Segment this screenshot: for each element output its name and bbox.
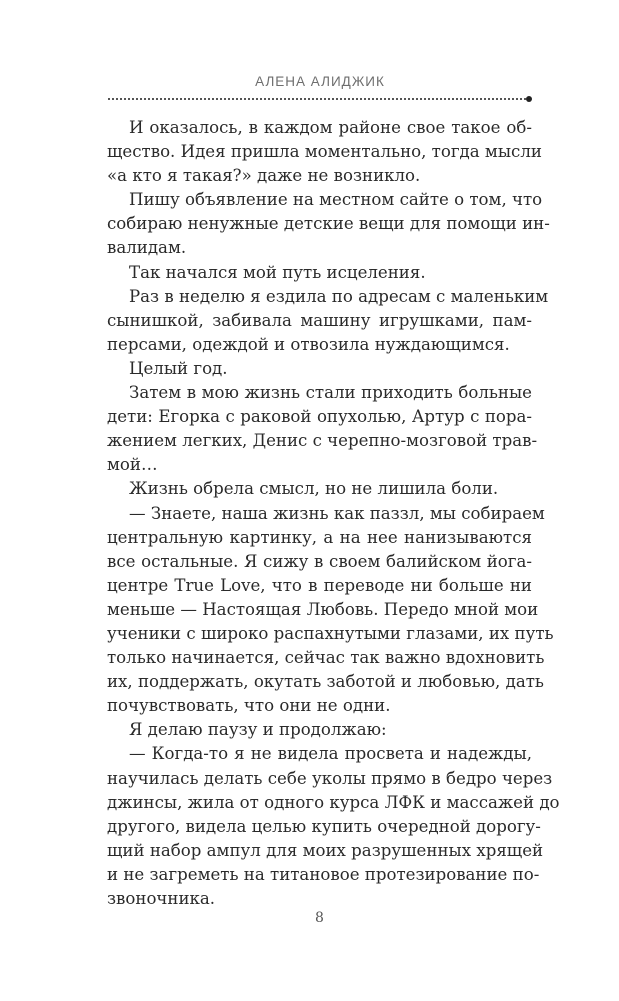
- text-line: валидам.: [107, 238, 187, 258]
- text-line: центральную картинку, а на нее нанизываются: [107, 527, 532, 547]
- text-line: мой…: [107, 455, 158, 475]
- text-line: все остальные. Я сижу в своем балийском йога-: [107, 551, 532, 571]
- running-header: АЛЕНА АЛИДЖИК: [255, 74, 385, 89]
- text-line: джинсы, жила от одного курса ЛФК и массажей до: [107, 792, 560, 812]
- text-line: Затем в мою жизнь стали приходить больные: [129, 383, 532, 403]
- text-line: сынишкой, забивала машину игрушками, пам-: [107, 310, 532, 330]
- paragraph: [107, 116, 542, 188]
- text-line: собираю ненужные детские вещи для помощи ин-: [107, 214, 550, 234]
- text-line: Раз в неделю я ездила по адресам с маленьким: [129, 286, 549, 306]
- paragraph: [107, 357, 532, 381]
- text-line: «а кто я такая?» даже не возникло.: [107, 166, 421, 186]
- text-line: их, поддержать, окутать заботой и любовью, дать: [107, 672, 544, 692]
- text-line: жением легких, Денис с черепно-мозговой трав-: [107, 431, 538, 451]
- text-line: щий набор ампул для моих разрушенных хрящей: [107, 840, 544, 860]
- paragraph: [107, 261, 532, 285]
- page-number: 8: [315, 910, 324, 926]
- text-line: щество. Идея пришла моментально, тогда мысли: [107, 142, 542, 162]
- text-line: центре True Love, что в переводе ни больше ни: [107, 575, 532, 595]
- text-line: — Когда-то я не видела просвета и надежды,: [129, 744, 532, 764]
- text-line: ученики с широко распахнутыми глазами, их путь: [107, 623, 554, 643]
- text-line: Так начался мой путь исцеления.: [129, 262, 426, 282]
- paragraph: [107, 718, 532, 742]
- text-line: только начинается, сейчас так важно вдохновить: [107, 648, 545, 668]
- paragraph: [107, 188, 550, 260]
- text-line: научилась делать себе уколы прямо в бедро через: [107, 768, 553, 788]
- paragraph: [107, 477, 532, 501]
- text-line: почувствовать, что они не одни.: [107, 696, 391, 716]
- text-line: меньше — Настоящая Любовь. Передо мной мои: [107, 599, 539, 619]
- paragraph: [107, 381, 538, 477]
- text-line: другого, видела целью купить очередной дорогу-: [107, 816, 541, 836]
- text-line: звоночника.: [107, 889, 216, 908]
- paragraph: [107, 742, 560, 911]
- text-line: и не загреметь на титановое протезирование по-: [107, 864, 540, 884]
- text-line: дети: Егорка с раковой опухолью, Артур с пора-: [107, 407, 532, 427]
- text-line: И оказалось, в каждом районе свое такое об-: [129, 118, 532, 137]
- text-line: Я делаю паузу и продолжаю:: [129, 720, 387, 740]
- body-text: [107, 116, 560, 911]
- text-line: — Знаете, наша жизнь как паззл, мы собираем: [129, 503, 545, 523]
- text-line: Пишу объявление на местном сайте о том, что: [129, 190, 543, 210]
- text-line: Жизнь обрела смысл, но не лишила боли.: [129, 479, 499, 499]
- text-line: персами, одеждой и отвозила нуждающимся.: [107, 334, 510, 354]
- header-dotted-rule: [108, 98, 526, 100]
- paragraph: [107, 285, 549, 357]
- paragraph: [107, 502, 554, 719]
- header-rule-end-dot: [526, 96, 532, 102]
- text-line: Целый год.: [129, 358, 228, 378]
